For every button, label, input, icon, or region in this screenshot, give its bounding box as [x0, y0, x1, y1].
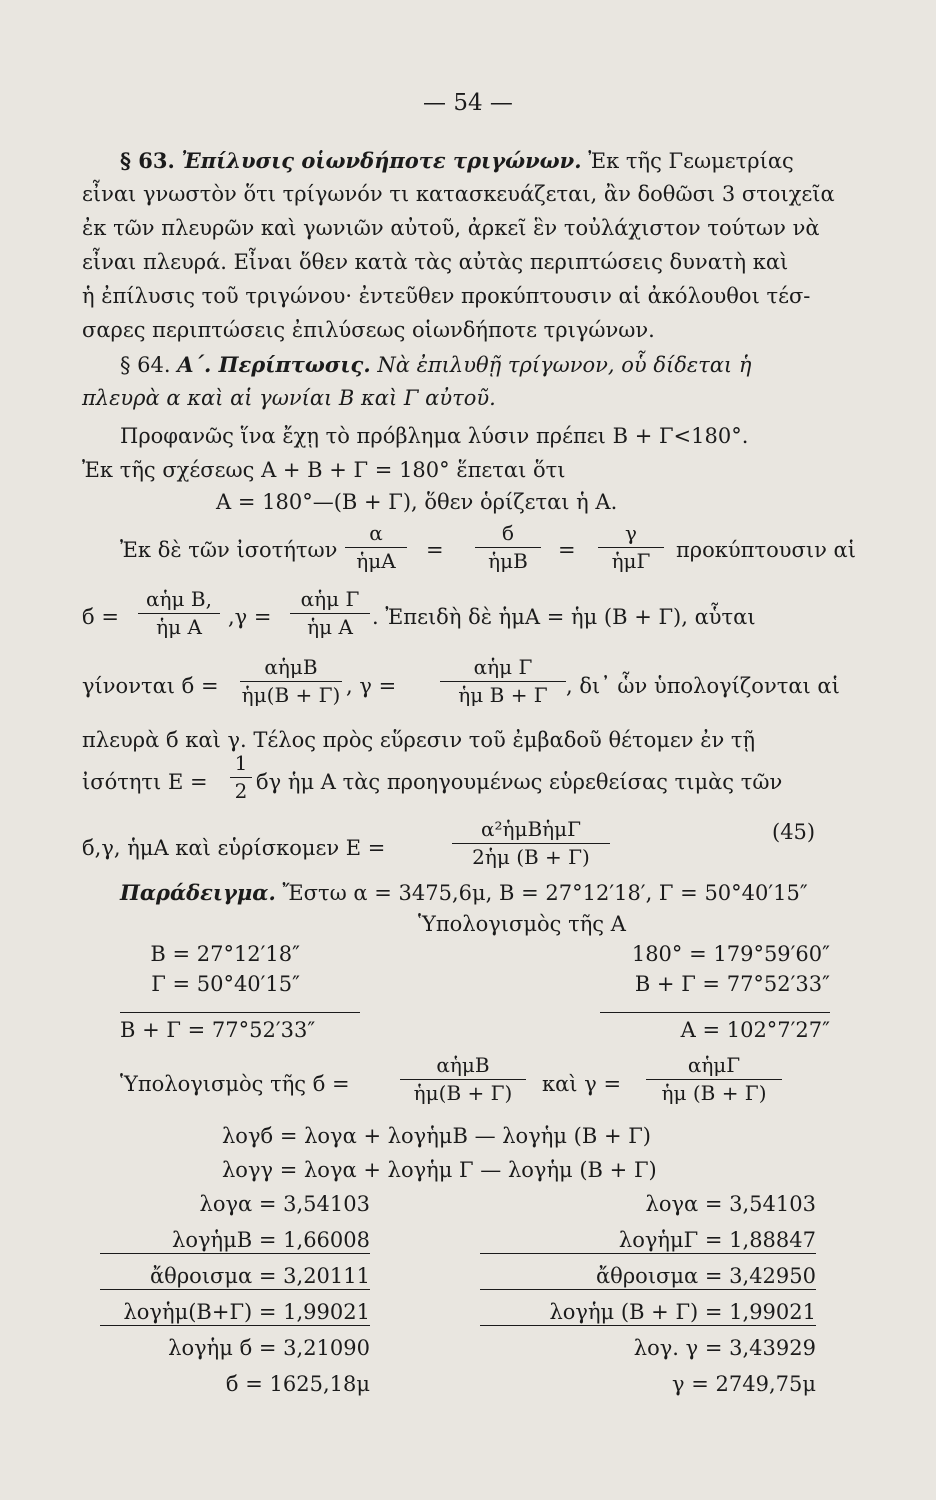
log-b-formula: λογб = λογα + λογἡμΒ — λογἡμ (Β + Γ): [222, 1124, 651, 1148]
g-final-label: , γ =: [346, 674, 397, 698]
section-63-line-3: εἶναι πλευρά. Εἶναι ὅθεν κατὰ τὰς αὐτὰς περιπτώσεις δυνατὴ καὶ: [82, 250, 789, 274]
section-63-first-line: [120, 148, 794, 174]
left-b-value: Β = 27°12′18″: [150, 942, 300, 966]
ratio-outro: προκύπτουσιν αἱ: [676, 538, 856, 562]
section-63-line-5: σαρες περιπτώσεις ἐπιλύσεως οἱωνδήποτε τριγώνων.: [82, 318, 655, 342]
g-fraction: αἡμ Γ ἡμ Α: [290, 588, 370, 639]
right-sum: ἄθροισμα = 3,42950: [480, 1264, 816, 1290]
become-label: γίνονται б =: [82, 674, 219, 698]
ratio-fraction-a: α ἡμΑ: [345, 522, 407, 573]
right-log-a: λογα = 3,54103: [645, 1192, 816, 1216]
b-result: б = 1625,18μ: [225, 1372, 370, 1396]
b-fraction: αἡμ Β, ἡμ Α: [138, 588, 220, 639]
section-63-line-2: ἐκ τῶν πλευρῶν καὶ γωνιῶν αὐτοῦ, ἀρκεῖ ἓν τοὐλάχιστον τούτων νὰ: [82, 216, 820, 240]
g-result: γ = 2749,75μ: [672, 1372, 816, 1396]
right-sum-rule: [600, 1012, 830, 1013]
log-g-formula: λογγ = λογα + λογἡμ Γ — λογἡμ (Β + Γ): [222, 1158, 657, 1182]
angle-a-result: Α = 102°7′27″: [680, 1018, 830, 1042]
calc-b-fraction: αἡμΒ ἡμ(Β + Γ): [400, 1054, 526, 1105]
left-log-sin-bg: λογἡμ(Β+Γ) = 1,99021: [100, 1300, 370, 1326]
calc-a-heading: Ὑπολογισμὸς τῆς Α: [418, 912, 626, 936]
left-g-value: Γ = 50°40′15″: [151, 972, 300, 996]
ratio-fraction-g: γ ἡμΓ: [598, 522, 664, 573]
section-63-line-0: Ἐκ τῆς Γεωμετρίας: [588, 149, 794, 173]
right-180-value: 180° = 179°59′60″: [631, 942, 830, 966]
section-64-statement: Νὰ ἐπιλυθῇ τρίγωνον, οὗ δίδεται ἡ: [377, 353, 752, 377]
calc-b-label: Ὑπολογισμὸς τῆς б =: [120, 1072, 350, 1096]
sine-identity-line: . Ἐπειδὴ δὲ ἡμΑ = ἡμ (Β + Γ), αὗται: [372, 605, 756, 629]
section-63-line-1: εἶναι γνωστὸν ὅτι τρίγωνόν τι κατασκευάζεται, ἂν δοθῶσι 3 στοιχεῖα: [82, 182, 835, 206]
section-64-statement-2: πλευρὰ α καὶ αἱ γωνίαι Β καὶ Γ αὐτοῦ.: [82, 386, 496, 410]
angle-sum-line: Ἐκ τῆς σχέσεως Α + Β + Γ = 180° ἕπεται ὅτι: [82, 458, 566, 482]
equals-sign: =: [426, 538, 444, 562]
ratio-fraction-b: б ἡμΒ: [475, 522, 541, 573]
calc-g-fraction: αἡμΓ ἡμ (Β + Γ): [646, 1054, 782, 1105]
area-final-fraction: α²ἡμΒἡμΓ 2ἡμ (Β + Γ): [452, 818, 610, 869]
b-final-fraction: αἡμΒ ἡμ(Β + Γ): [241, 655, 341, 707]
area-intro-line: πλευρὰ б καὶ γ. Τέλος πρὸς εὕρεσιν τοῦ ἐμβαδοῦ θέτομεν ἐν τῇ: [82, 728, 756, 752]
section-63-line-4: ἡ ἐπίλυσις τοῦ τριγώνου· ἐντεῦθεν προκύπτουσιν αἱ ἀκόλουθοι τέσ-: [82, 284, 811, 308]
condition-line: Προφανῶς ἵνα ἔχῃ τὸ πρόβλημα λύσιν πρέπει Β + Γ<180°.: [120, 424, 749, 448]
right-log-sin-bg: λογἡμ (Β + Γ) = 1,99021: [480, 1300, 816, 1326]
equation-number: (45): [772, 820, 816, 844]
section-63-number: § 63.: [120, 148, 175, 173]
right-log-g: λογ. γ = 3,43929: [633, 1336, 816, 1360]
area-eq-text: бγ ἡμ Α τὰς προηγουμένως εὑρεθείσας τιμὰς τῶν: [256, 770, 783, 794]
page-number: — 54 —: [423, 90, 513, 116]
example-label: Παράδειγμα.: [120, 880, 276, 905]
right-log-sing: λογἡμΓ = 1,88847: [480, 1228, 816, 1254]
left-sum: ἄθροισμα = 3,20111: [100, 1264, 370, 1290]
one-half-fraction: 1 2: [230, 752, 252, 803]
example-line: [120, 880, 808, 906]
compute-sides-text: , δι᾽ ὧν ὑπολογίζονται αἱ: [566, 674, 840, 698]
section-64-number: § 64.: [120, 353, 171, 377]
ratio-intro: Ἐκ δὲ τῶν ἰσοτήτων: [120, 538, 338, 562]
example-given: Ἔστω α = 3475,6μ, Β = 27°12′18′, Γ = 50°40′15″: [282, 881, 808, 905]
g-label: ,γ =: [228, 605, 272, 629]
area-final-label: б,γ, ἡμΑ καὶ εὑρίσκομεν Ε =: [82, 836, 386, 860]
g-final-fraction: αἡμ Γ ἡμ Β + Γ: [440, 656, 566, 707]
equals-sign-2: =: [558, 538, 576, 562]
left-sum-rule: [120, 1012, 360, 1013]
section-64-case: Α΄. Περίπτωσις.: [177, 352, 371, 377]
left-log-b: λογἡμ б = 3,21090: [168, 1336, 370, 1360]
calc-g-label: καὶ γ =: [542, 1072, 622, 1096]
left-log-sinb: λογἡμΒ = 1,66008: [100, 1228, 370, 1254]
b-label: б =: [82, 605, 119, 629]
right-sum-value: Β + Γ = 77°52′33″: [634, 972, 830, 996]
section-64-heading: [120, 352, 751, 378]
area-eq-label: ἰσότητι Ε =: [82, 770, 208, 794]
section-63-title: Ἐπίλυσις οἱωνδήποτε τριγώνων.: [181, 148, 582, 173]
left-sum-value: Β + Γ = 77°52′33″: [120, 1018, 316, 1042]
left-log-a: λογα = 3,54103: [199, 1192, 370, 1216]
angle-a-line: Α = 180°—(Β + Γ), ὅθεν ὁρίζεται ἡ Α.: [216, 490, 618, 514]
